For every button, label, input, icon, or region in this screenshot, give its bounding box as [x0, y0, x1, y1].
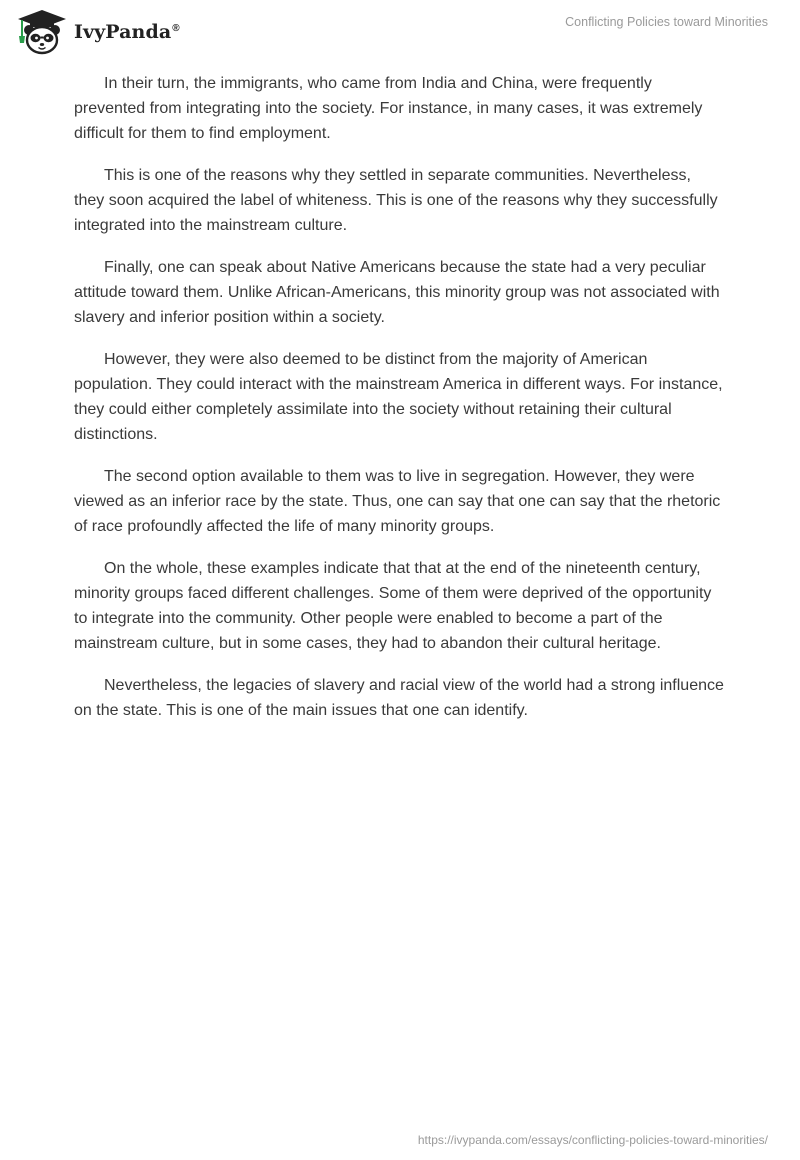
ivypanda-logo[interactable] — [14, 8, 180, 56]
essay-body — [74, 71, 724, 740]
page-header — [0, 0, 800, 64]
paragraph: However, they were also deemed to be distinct from the majority of American population. They could interact with the mainstream America in different ways. For instance, they could either completely assimilate into the society without retaining their cultural distinctions. — [74, 351, 723, 443]
document-title: Conflicting Policies toward Minorities — [565, 15, 768, 29]
paragraph: Nevertheless, the legacies of slavery and racial view of the world had a strong influence on the state. This is one of the main issues that one can identify. — [74, 677, 724, 719]
registered-mark: ® — [172, 22, 180, 34]
panda-graduate-logo-icon — [14, 8, 70, 56]
paragraph: On the whole, these examples indicate that that at the end of the nineteenth century, minority groups faced different challenges. Some of them were deprived of the opportunity to integrate into the community. Other people were enabled to become a part of the mainstream culture, but in some cases, they had to abandon their cultural heritage. — [74, 560, 712, 652]
paragraph: In their turn, the immigrants, who came from India and China, were frequently prevented from integrating into the society. For instance, in many cases, it was extremely difficult for them to find employment. — [74, 75, 703, 142]
brand-name-text: IvyPanda — [74, 21, 172, 43]
paragraph: Finally, one can speak about Native Americans because the state had a very peculiar attitude toward them. Unlike African-Americans, this minority group was not associated with slavery and inferior position within a society. — [74, 259, 720, 326]
brand-name — [74, 21, 180, 43]
paragraph: The second option available to them was to live in segregation. However, they were viewed as an inferior race by the state. Thus, one can say that one can say that the rhetoric of race profoundly affected the life of many minority groups. — [74, 468, 721, 535]
source-url[interactable]: https://ivypanda.com/essays/conflicting-policies-toward-minorities/ — [417, 1133, 768, 1147]
paragraph: This is one of the reasons why they settled in separate communities. Nevertheless, they soon acquired the label of whiteness. This is one of the reasons why they successfully integrated into the mainstream culture. — [74, 167, 718, 234]
